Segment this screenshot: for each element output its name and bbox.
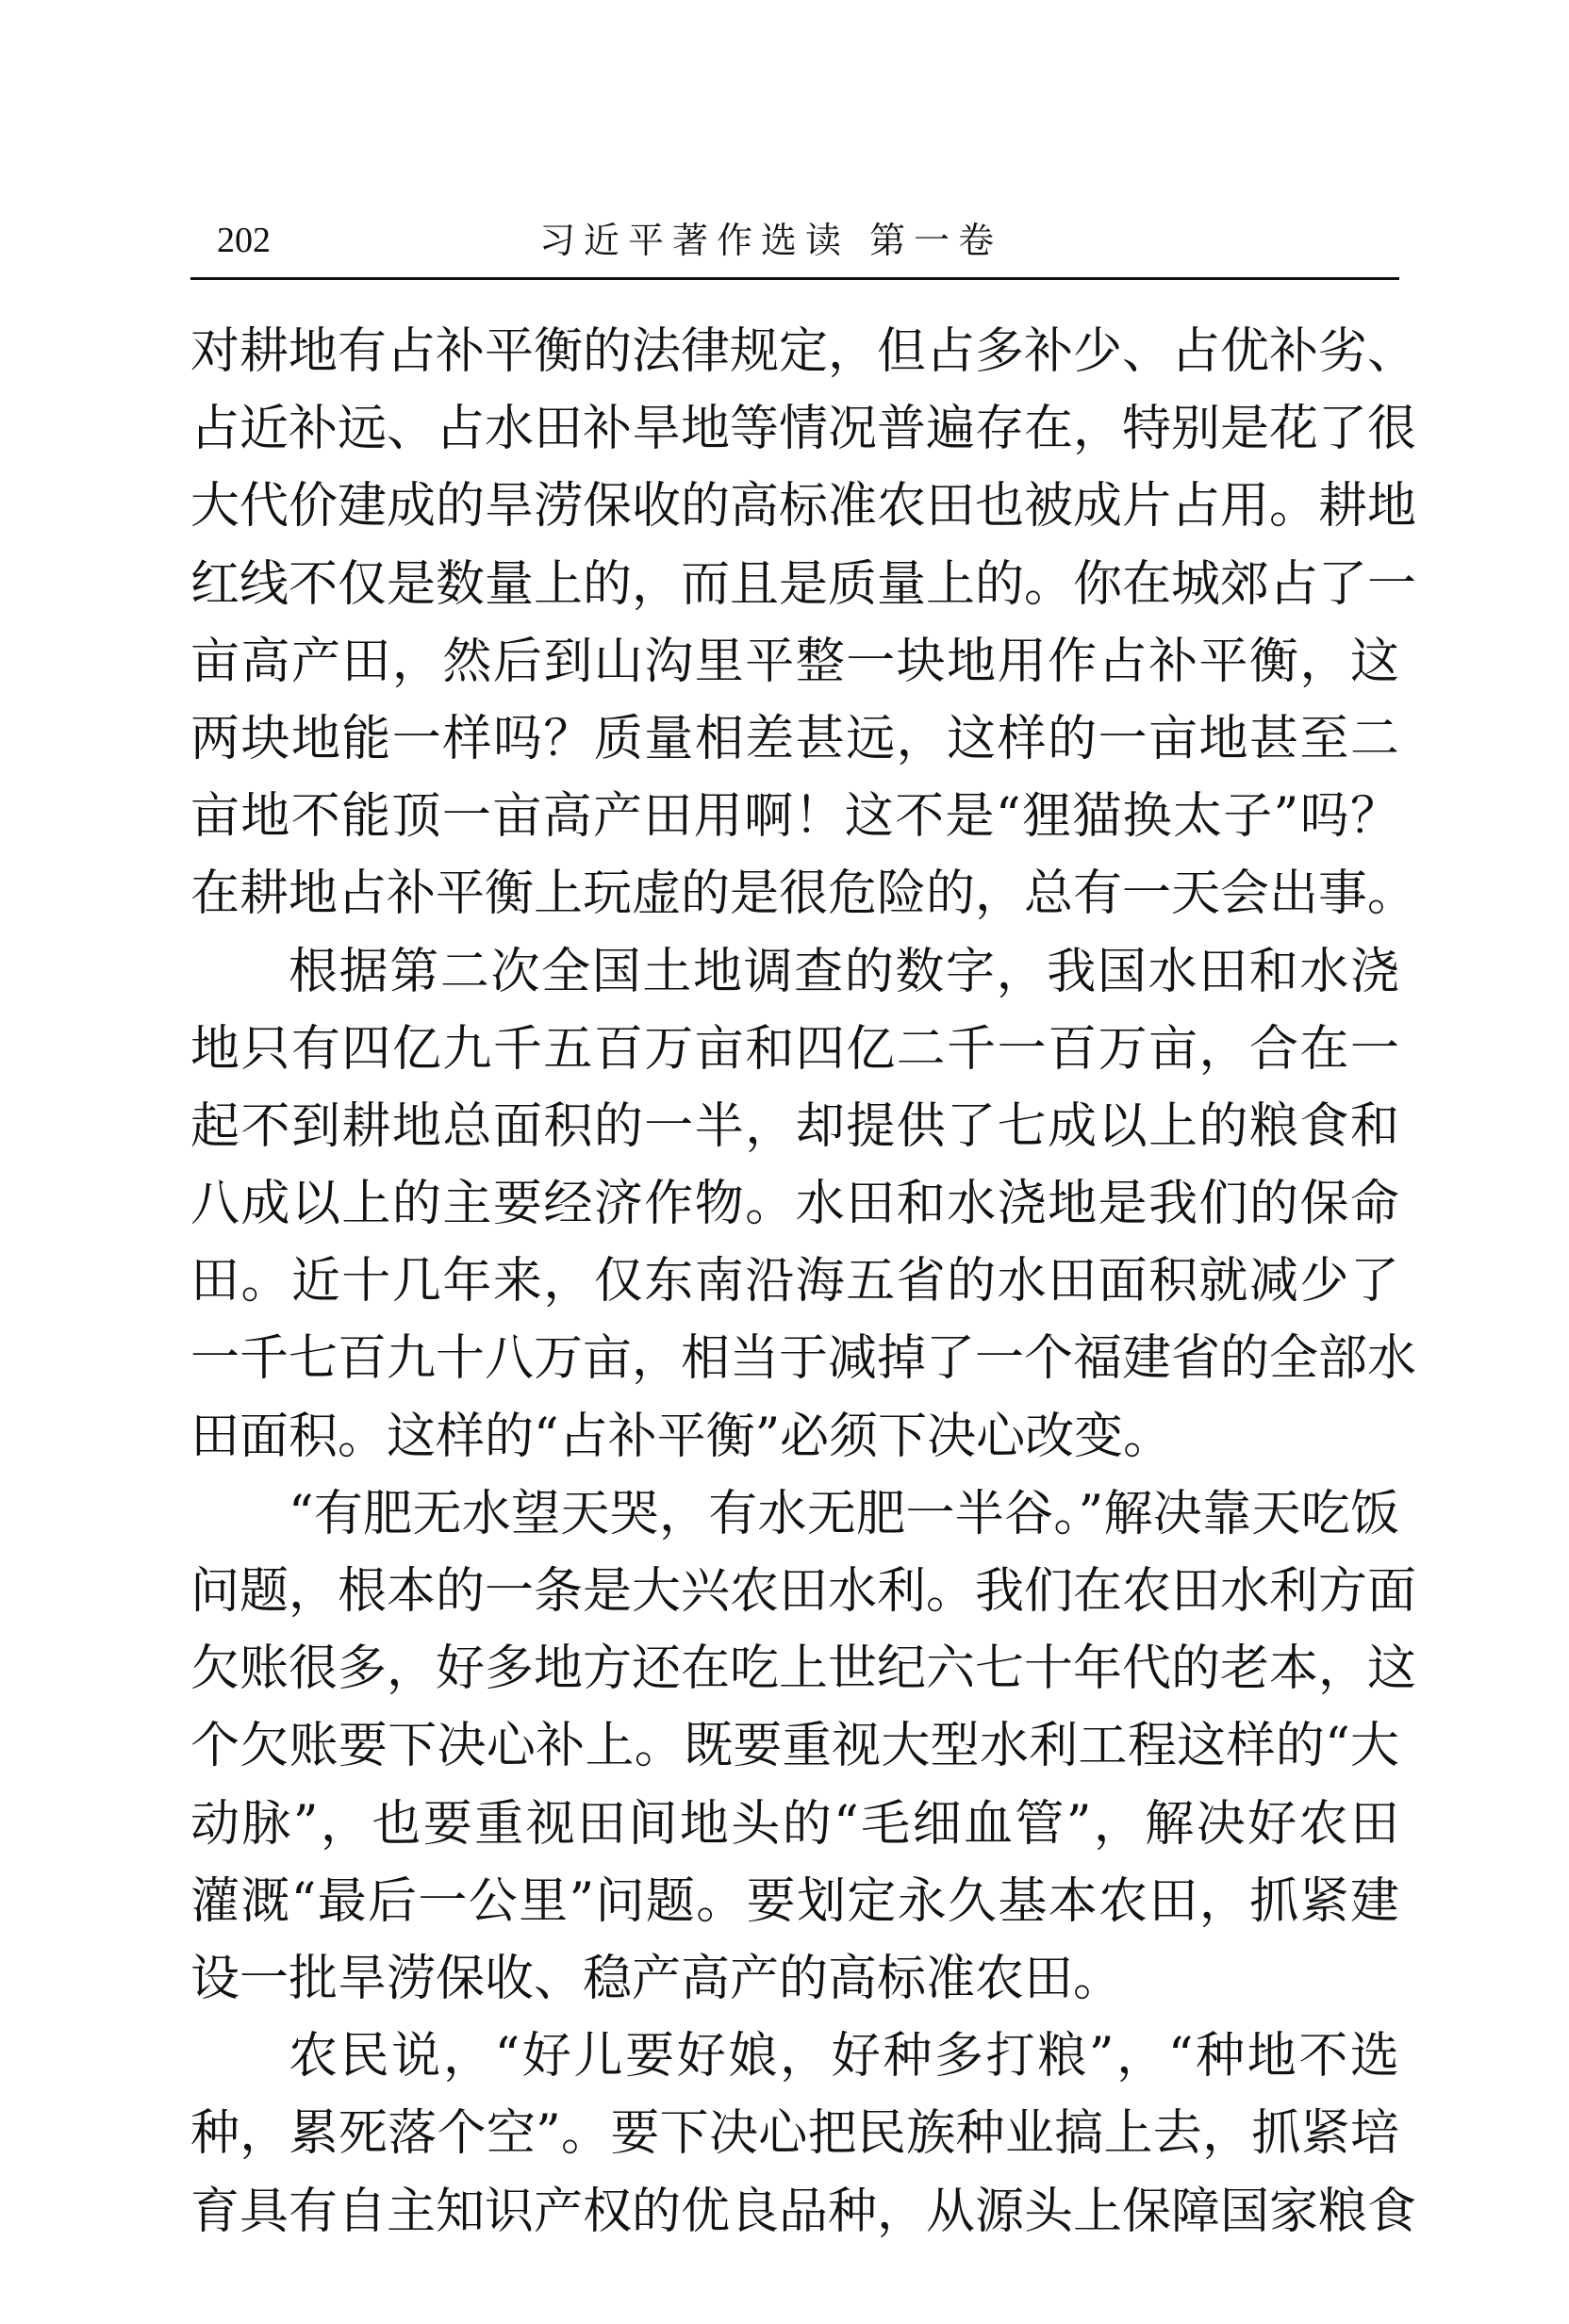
- text-line: 两块地能一样吗？质量相差甚远，这样的一亩地甚至二: [190, 710, 1399, 767]
- text-line: 农民说，“好儿要好娘，好种多打粮”，“种地不选: [289, 2028, 1399, 2085]
- paragraph: [190, 2018, 1417, 2250]
- text-line: 占近补远、占水田补旱地等情况普遍存在，特别是花了很: [190, 401, 1417, 458]
- paragraph: [190, 933, 1417, 1475]
- header-rule: [190, 277, 1399, 280]
- text-line: 起不到耕地总面积的一半，却提供了七成以上的粮食和: [190, 1097, 1399, 1155]
- text-line: 一千七百九十八万亩，相当于减掉了一个福建省的全部水: [190, 1330, 1417, 1388]
- text-line: 育具有自主知识产权的优良品种，从源头上保障国家粮食: [190, 2183, 1417, 2240]
- text-line: 八成以上的主要经济作物。水田和水浇地是我们的保命: [190, 1176, 1399, 1233]
- page-header: [190, 209, 1399, 277]
- text-line: 亩高产田，然后到山沟里平整一块地用作占补平衡，这: [190, 633, 1399, 690]
- text-line: 大代价建成的旱涝保收的高标准农田也被成片占用。耕地: [190, 478, 1417, 536]
- paragraph: [190, 1475, 1417, 2018]
- text-line: 根据第二次全国土地调查的数字，我国水田和水浇: [289, 943, 1399, 1000]
- text-line: 田面积。这样的“占补平衡”必须下决心改变。: [190, 1408, 1173, 1465]
- text-line: 对耕地有占补平衡的法律规定，但占多补少、占优补劣、: [190, 323, 1417, 380]
- text-line: “有肥无水望天哭，有水无肥一半谷。”解决靠天吃饭: [289, 1485, 1399, 1542]
- page-number: 202: [217, 221, 271, 260]
- text-line: 灌溉“最后一公里”问题。要划定永久基本农田，抓紧建: [190, 1872, 1399, 1930]
- text-line: 亩地不能顶一亩高产田用啊！这不是“狸猫换太子”吗？: [190, 788, 1399, 846]
- body-text: [190, 313, 1417, 2250]
- running-title: 习近平著作选读 第一卷: [539, 220, 1003, 261]
- text-line: 欠账很多，好多地方还在吃上世纪六七十年代的老本，这: [190, 1640, 1417, 1698]
- text-line: 设一批旱涝保收、稳产高产的高标准农田。: [190, 1950, 1123, 2007]
- text-line: 个欠账要下决心补上。既要重视大型水利工程这样的“大: [190, 1718, 1399, 1775]
- text-line: 动脉”，也要重视田间地头的“毛细血管”，解决好农田: [190, 1795, 1399, 1853]
- text-line: 田。近十几年来，仅东南沿海五省的水田面积就减少了: [190, 1253, 1399, 1310]
- text-line: 问题，根本的一条是大兴农田水利。我们在农田水利方面: [190, 1563, 1417, 1620]
- text-line: 种，累死落个空”。要下决心把民族种业搞上去，抓紧培: [190, 2105, 1399, 2163]
- text-line: 地只有四亿九千五百万亩和四亿二千一百万亩，合在一: [190, 1020, 1399, 1078]
- paragraph: [190, 313, 1417, 933]
- text-line: 在耕地占补平衡上玩虚的是很危险的，总有一天会出事。: [190, 865, 1417, 923]
- text-line: 红线不仅是数量上的，而且是质量上的。你在城郊占了一: [190, 555, 1417, 613]
